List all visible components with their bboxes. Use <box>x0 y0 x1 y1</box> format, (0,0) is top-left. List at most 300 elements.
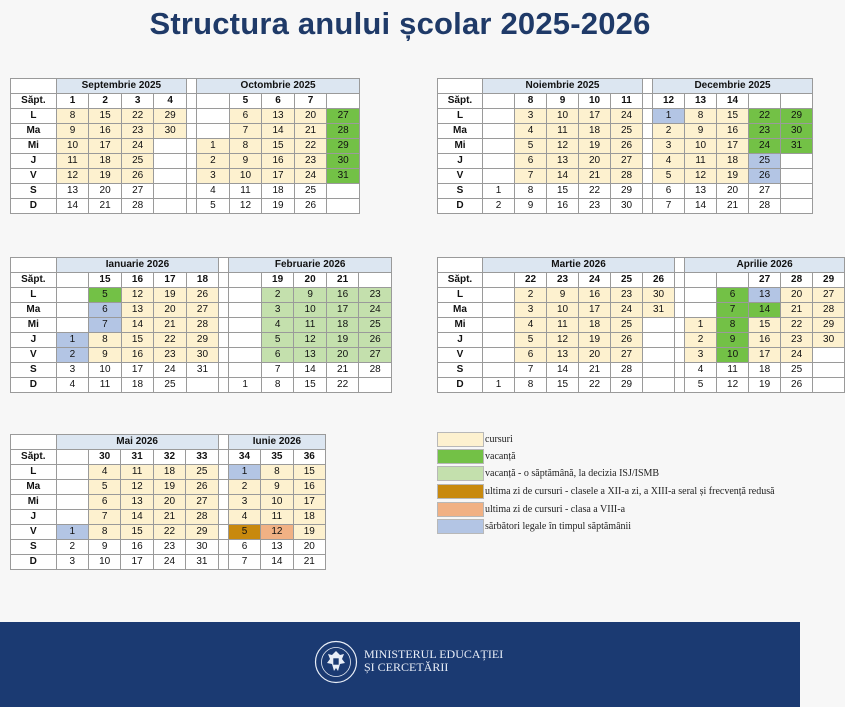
date-cell: 10 <box>547 109 579 124</box>
date-cell: 21 <box>293 555 325 570</box>
date-cell: 29 <box>611 184 643 199</box>
date-cell: 2 <box>685 333 717 348</box>
empty-cell <box>685 303 717 318</box>
date-cell: 28 <box>611 363 643 378</box>
date-cell: 24 <box>153 555 185 570</box>
date-cell: 26 <box>121 169 154 184</box>
date-cell: 27 <box>186 303 219 318</box>
empty-cell <box>643 333 675 348</box>
week-number: 32 <box>153 450 185 465</box>
date-cell: 28 <box>186 318 219 333</box>
gap-cell <box>643 109 653 124</box>
date-cell: 25 <box>186 465 218 480</box>
date-cell: 20 <box>579 154 611 169</box>
corner-cell <box>11 435 57 450</box>
date-cell: 25 <box>611 124 643 139</box>
empty-cell <box>483 303 515 318</box>
week-number <box>483 273 515 288</box>
week-number: 9 <box>547 94 579 109</box>
week-number: 14 <box>717 94 749 109</box>
date-cell: 17 <box>579 303 611 318</box>
week-label: Săpt. <box>11 273 57 288</box>
date-cell: 5 <box>261 333 294 348</box>
week-label: Săpt. <box>438 94 483 109</box>
date-cell: 16 <box>293 480 325 495</box>
date-cell: 27 <box>359 348 392 363</box>
date-cell: 7 <box>229 124 262 139</box>
date-cell: 4 <box>197 184 230 199</box>
date-cell: 8 <box>89 333 122 348</box>
date-cell: 21 <box>89 199 122 214</box>
day-name: S <box>11 363 57 378</box>
legend-item-last-day-xii <box>437 484 797 499</box>
empty-cell <box>186 378 219 393</box>
date-cell: 19 <box>154 288 187 303</box>
date-cell: 9 <box>515 199 547 214</box>
gap-cell <box>675 273 685 288</box>
date-cell: 25 <box>749 154 781 169</box>
date-cell: 17 <box>121 555 153 570</box>
month-header: Noiembrie 2025 <box>483 79 643 94</box>
date-cell: 9 <box>685 124 717 139</box>
day-name: Mi <box>438 139 483 154</box>
date-cell: 29 <box>186 525 218 540</box>
gap-cell <box>218 540 228 555</box>
day-name: D <box>438 378 483 393</box>
date-cell: 27 <box>186 495 218 510</box>
date-cell: 20 <box>89 184 122 199</box>
date-cell: 10 <box>717 348 749 363</box>
day-name: Ma <box>11 303 57 318</box>
date-cell: 17 <box>293 495 325 510</box>
date-cell: 8 <box>229 139 262 154</box>
date-cell: 17 <box>89 139 122 154</box>
date-cell: 2 <box>228 480 260 495</box>
day-name: L <box>438 288 483 303</box>
week-number <box>359 273 392 288</box>
empty-cell <box>56 480 88 495</box>
gap-cell <box>643 154 653 169</box>
date-cell: 23 <box>154 348 187 363</box>
date-cell: 9 <box>56 124 89 139</box>
gap-cell <box>643 94 653 109</box>
date-cell: 13 <box>262 109 295 124</box>
gap-cell <box>675 363 685 378</box>
date-cell: 5 <box>653 169 685 184</box>
gap-cell <box>219 333 229 348</box>
empty-cell <box>154 139 187 154</box>
date-cell: 31 <box>781 139 813 154</box>
day-name: Mi <box>11 318 57 333</box>
week-number: 34 <box>228 450 260 465</box>
date-cell: 24 <box>611 303 643 318</box>
date-cell: 14 <box>121 318 154 333</box>
date-cell: 28 <box>359 363 392 378</box>
date-cell: 7 <box>88 510 120 525</box>
date-cell: 27 <box>813 288 845 303</box>
date-cell: 3 <box>56 555 88 570</box>
date-cell: 16 <box>262 154 295 169</box>
date-cell: 6 <box>717 288 749 303</box>
date-cell: 5 <box>515 139 547 154</box>
date-cell: 2 <box>56 540 88 555</box>
date-cell: 21 <box>326 363 359 378</box>
date-cell: 13 <box>547 154 579 169</box>
week-number: 23 <box>547 273 579 288</box>
date-cell: 5 <box>228 525 260 540</box>
date-cell: 15 <box>89 109 122 124</box>
gap-cell <box>675 303 685 318</box>
legend-item-holidays <box>437 519 797 534</box>
corner-cell <box>438 258 483 273</box>
date-cell: 9 <box>547 288 579 303</box>
date-cell: 20 <box>293 540 325 555</box>
date-cell: 16 <box>89 124 122 139</box>
date-cell: 30 <box>643 288 675 303</box>
legend-label: vacanță - o săptămână, la decizia ISJ/ISMB <box>485 468 660 479</box>
legend-swatch <box>437 432 484 447</box>
date-cell: 8 <box>717 318 749 333</box>
date-cell: 21 <box>154 318 187 333</box>
date-cell: 16 <box>121 348 154 363</box>
date-cell: 3 <box>653 139 685 154</box>
date-cell: 11 <box>294 318 327 333</box>
date-cell: 13 <box>261 540 293 555</box>
gap-cell <box>643 139 653 154</box>
date-cell: 27 <box>611 348 643 363</box>
empty-cell <box>483 154 515 169</box>
date-cell: 10 <box>88 555 120 570</box>
date-cell: 7 <box>653 199 685 214</box>
week-number <box>56 450 88 465</box>
date-cell: 29 <box>327 139 360 154</box>
date-cell: 2 <box>197 154 230 169</box>
date-cell: 14 <box>262 124 295 139</box>
date-cell: 23 <box>294 154 327 169</box>
date-cell: 3 <box>197 169 230 184</box>
date-cell: 10 <box>89 363 122 378</box>
month-header: Ianuarie 2026 <box>56 258 219 273</box>
date-cell: 2 <box>261 288 294 303</box>
ministry-name-line-2: ȘI CERCETĂRII <box>364 660 449 674</box>
empty-cell <box>56 303 89 318</box>
empty-cell <box>197 124 230 139</box>
gap-cell <box>219 273 229 288</box>
week-number: 1 <box>56 94 89 109</box>
date-cell: 21 <box>153 510 185 525</box>
date-cell: 19 <box>326 333 359 348</box>
date-cell: 11 <box>547 124 579 139</box>
date-cell: 17 <box>121 363 154 378</box>
day-name: Ma <box>11 480 57 495</box>
date-cell: 27 <box>121 184 154 199</box>
date-cell: 29 <box>781 109 813 124</box>
empty-cell <box>483 363 515 378</box>
date-cell: 16 <box>749 333 781 348</box>
empty-cell <box>813 378 845 393</box>
week-number: 31 <box>121 450 153 465</box>
date-cell: 12 <box>294 333 327 348</box>
date-cell: 19 <box>717 169 749 184</box>
date-cell: 26 <box>611 333 643 348</box>
date-cell: 5 <box>88 480 120 495</box>
date-cell: 15 <box>121 333 154 348</box>
date-cell: 20 <box>326 348 359 363</box>
date-cell: 15 <box>262 139 295 154</box>
date-cell: 18 <box>749 363 781 378</box>
date-cell: 9 <box>229 154 262 169</box>
date-cell: 13 <box>685 184 717 199</box>
date-cell: 3 <box>261 303 294 318</box>
date-cell: 26 <box>611 139 643 154</box>
date-cell: 11 <box>547 318 579 333</box>
date-cell: 28 <box>121 199 154 214</box>
empty-cell <box>154 169 187 184</box>
date-cell: 1 <box>228 465 260 480</box>
week-label: Săpt. <box>11 450 57 465</box>
date-cell: 9 <box>261 480 293 495</box>
date-cell: 28 <box>611 169 643 184</box>
date-cell: 25 <box>154 378 187 393</box>
empty-cell <box>483 288 515 303</box>
date-cell: 30 <box>186 348 219 363</box>
day-name: S <box>11 184 57 199</box>
day-name: V <box>438 169 483 184</box>
date-cell: 1 <box>653 109 685 124</box>
gap-cell <box>218 450 228 465</box>
date-cell: 21 <box>579 363 611 378</box>
date-cell: 12 <box>229 199 262 214</box>
date-cell: 24 <box>121 139 154 154</box>
day-name: V <box>11 525 57 540</box>
gap-cell <box>218 525 228 540</box>
month-header: Iunie 2026 <box>228 435 325 450</box>
date-cell: 21 <box>717 199 749 214</box>
legend-item-last-day-viii <box>437 502 797 517</box>
date-cell: 8 <box>515 184 547 199</box>
week-number <box>327 94 360 109</box>
date-cell: 13 <box>121 303 154 318</box>
date-cell: 26 <box>359 333 392 348</box>
date-cell: 15 <box>293 465 325 480</box>
date-cell: 14 <box>547 363 579 378</box>
date-cell: 14 <box>685 199 717 214</box>
week-number <box>483 94 515 109</box>
legend-item-vacation <box>437 449 797 464</box>
empty-cell <box>483 109 515 124</box>
date-cell: 12 <box>121 480 153 495</box>
date-cell: 14 <box>121 510 153 525</box>
date-cell: 16 <box>121 540 153 555</box>
date-cell: 7 <box>228 555 260 570</box>
legend-swatch <box>437 449 484 464</box>
empty-cell <box>56 318 89 333</box>
week-number: 20 <box>294 273 327 288</box>
week-number: 25 <box>611 273 643 288</box>
empty-cell <box>813 348 845 363</box>
date-cell: 18 <box>89 154 122 169</box>
empty-cell <box>56 510 88 525</box>
date-cell: 4 <box>228 510 260 525</box>
date-cell: 24 <box>154 363 187 378</box>
empty-cell <box>483 348 515 363</box>
day-name: D <box>11 555 57 570</box>
date-cell: 11 <box>89 378 122 393</box>
month-header: Februarie 2026 <box>229 258 392 273</box>
week-number: 18 <box>186 273 219 288</box>
date-cell: 12 <box>56 169 89 184</box>
date-cell: 2 <box>483 199 515 214</box>
month-header: Mai 2026 <box>56 435 218 450</box>
date-cell: 10 <box>547 303 579 318</box>
day-name: Mi <box>438 318 483 333</box>
day-name: S <box>438 363 483 378</box>
empty-cell <box>643 363 675 378</box>
gap-cell <box>186 109 196 124</box>
date-cell: 23 <box>153 540 185 555</box>
empty-cell <box>154 184 187 199</box>
date-cell: 25 <box>121 154 154 169</box>
week-number: 19 <box>261 273 294 288</box>
empty-cell <box>229 333 262 348</box>
legend-item-vacation-isj <box>437 466 797 481</box>
day-name: D <box>438 199 483 214</box>
date-cell: 29 <box>813 318 845 333</box>
date-cell: 17 <box>262 169 295 184</box>
date-cell: 3 <box>515 303 547 318</box>
empty-cell <box>154 199 187 214</box>
week-number: 13 <box>685 94 717 109</box>
date-cell: 28 <box>749 199 781 214</box>
date-cell: 17 <box>326 303 359 318</box>
date-cell: 7 <box>515 363 547 378</box>
legend-item-courses <box>437 432 797 447</box>
date-cell: 18 <box>717 154 749 169</box>
date-cell: 4 <box>685 363 717 378</box>
corner-cell <box>11 258 57 273</box>
date-cell: 24 <box>611 109 643 124</box>
date-cell: 1 <box>483 378 515 393</box>
date-cell: 30 <box>813 333 845 348</box>
page-title: Structura anului școlar 2025-2026 <box>149 6 651 41</box>
gap-cell <box>219 288 229 303</box>
date-cell: 14 <box>261 555 293 570</box>
date-cell: 10 <box>56 139 89 154</box>
week-number: 11 <box>611 94 643 109</box>
week-number <box>197 94 230 109</box>
week-number: 15 <box>89 273 122 288</box>
date-cell: 2 <box>56 348 89 363</box>
date-cell: 22 <box>294 139 327 154</box>
empty-cell <box>781 154 813 169</box>
empty-cell <box>643 378 675 393</box>
date-cell: 28 <box>186 510 218 525</box>
date-cell: 27 <box>611 154 643 169</box>
date-cell: 6 <box>89 303 122 318</box>
legend-label: sărbători legale în timpul săptămânii <box>485 521 632 532</box>
date-cell: 7 <box>261 363 294 378</box>
empty-cell <box>327 184 360 199</box>
gap-cell <box>218 510 228 525</box>
gap-cell <box>643 124 653 139</box>
date-cell: 4 <box>515 318 547 333</box>
date-cell: 5 <box>197 199 230 214</box>
date-cell: 25 <box>611 318 643 333</box>
empty-cell <box>483 124 515 139</box>
gap-cell <box>219 363 229 378</box>
week-number: 6 <box>262 94 295 109</box>
date-cell: 20 <box>781 288 813 303</box>
empty-cell <box>483 169 515 184</box>
government-emblem-icon <box>314 640 358 684</box>
date-cell: 22 <box>579 184 611 199</box>
calendar-sep-oct <box>10 78 360 214</box>
day-name: S <box>11 540 57 555</box>
corner-cell <box>438 79 483 94</box>
date-cell: 18 <box>293 510 325 525</box>
date-cell: 26 <box>294 199 327 214</box>
date-cell: 16 <box>717 124 749 139</box>
week-number: 2 <box>89 94 122 109</box>
date-cell: 20 <box>579 348 611 363</box>
footer-bar <box>0 622 800 707</box>
date-cell: 3 <box>685 348 717 363</box>
gap-cell <box>186 169 196 184</box>
empty-cell <box>643 318 675 333</box>
day-name: J <box>11 154 57 169</box>
date-cell: 5 <box>685 378 717 393</box>
date-cell: 30 <box>781 124 813 139</box>
day-name: Ma <box>11 124 57 139</box>
date-cell: 17 <box>579 109 611 124</box>
week-number <box>685 273 717 288</box>
empty-cell <box>229 318 262 333</box>
date-cell: 8 <box>685 109 717 124</box>
day-name: D <box>11 378 57 393</box>
empty-cell <box>781 169 813 184</box>
date-cell: 6 <box>88 495 120 510</box>
calendar-jan-feb <box>10 257 392 393</box>
date-cell: 6 <box>515 154 547 169</box>
date-cell: 9 <box>717 333 749 348</box>
date-cell: 19 <box>749 378 781 393</box>
date-cell: 7 <box>717 303 749 318</box>
week-number: 4 <box>154 94 187 109</box>
legend-swatch <box>437 519 484 534</box>
date-cell: 16 <box>326 288 359 303</box>
week-number <box>229 273 262 288</box>
date-cell: 9 <box>88 540 120 555</box>
date-cell: 12 <box>717 378 749 393</box>
date-cell: 12 <box>261 525 293 540</box>
empty-cell <box>56 288 89 303</box>
gap-cell <box>218 555 228 570</box>
date-cell: 21 <box>294 124 327 139</box>
date-cell: 22 <box>749 109 781 124</box>
gap-cell <box>218 480 228 495</box>
date-cell: 11 <box>121 465 153 480</box>
date-cell: 8 <box>261 465 293 480</box>
date-cell: 6 <box>228 540 260 555</box>
gap-cell <box>675 258 685 273</box>
empty-cell <box>813 363 845 378</box>
legend-label: ultima zi de cursuri - clasele a XII-a zi, a XIII-a seral și frecvență redusă <box>485 486 775 497</box>
day-name: J <box>438 154 483 169</box>
gap-cell <box>643 199 653 214</box>
date-cell: 29 <box>611 378 643 393</box>
gap-cell <box>186 184 196 199</box>
date-cell: 9 <box>294 288 327 303</box>
